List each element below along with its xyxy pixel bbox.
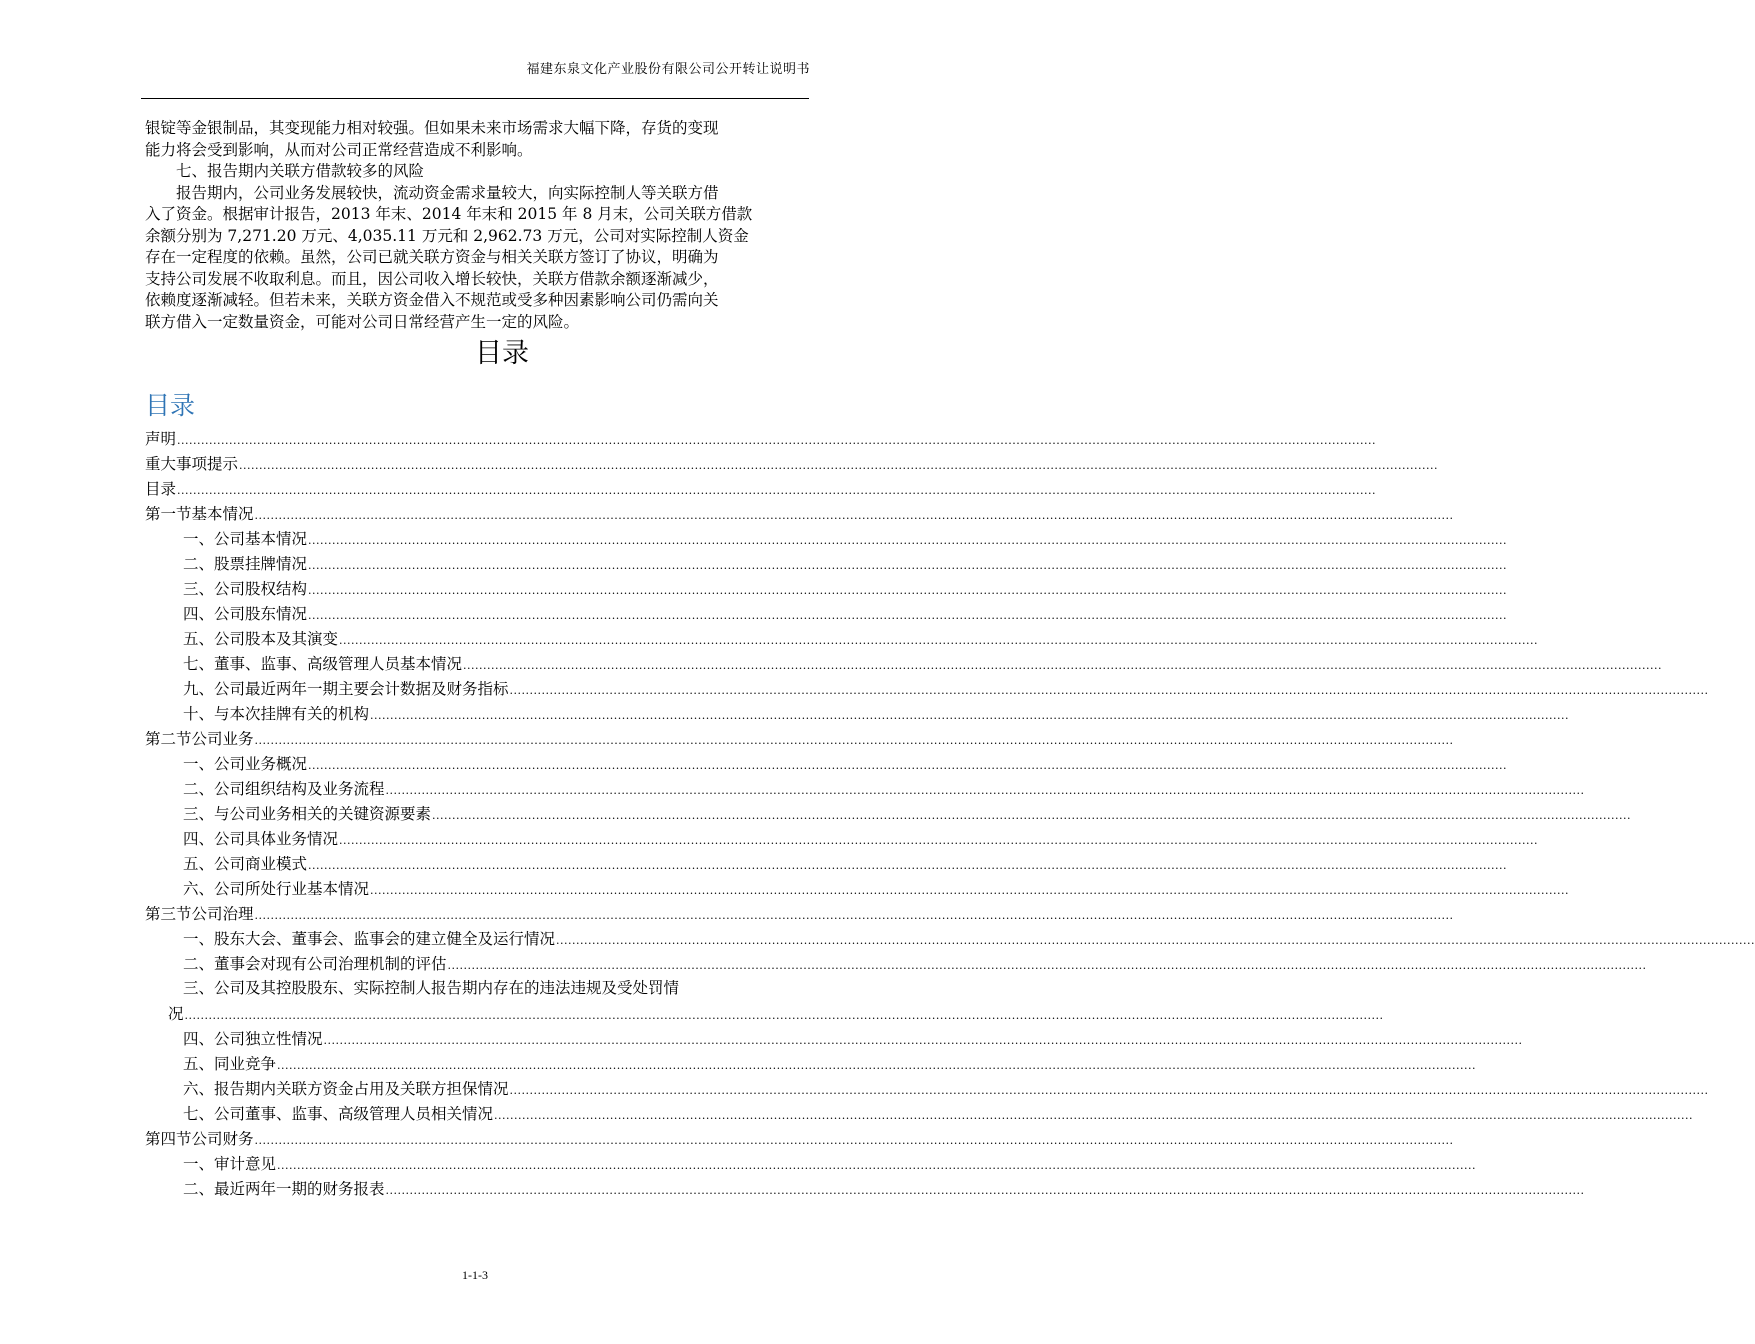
header-divider xyxy=(141,98,809,99)
toc-dot-leader: ............................................................................................................................................................................................................................................................................................................ xyxy=(254,509,1454,522)
toc-dot-leader: ............................................................................................................................................................................................................................................................................................................ xyxy=(239,459,1438,472)
toc-entry[interactable] xyxy=(145,1049,1476,1074)
toc-dot-leader: ............................................................................................................................................................................................................................................................................................................ xyxy=(385,1184,1585,1197)
toc-entry-label: 一、股东大会、董事会、监事会的建立健全及运行情况 xyxy=(183,930,556,948)
paragraph-line: 联方借入一定数量资金，可能对公司日常经营产生一定的风险。 xyxy=(145,312,580,331)
toc-entry[interactable] xyxy=(145,424,1376,449)
toc-entry[interactable] xyxy=(145,1149,1476,1174)
toc-entry-label: 第三节公司治理 xyxy=(145,905,254,923)
toc-dot-leader: ............................................................................................................................................................................................................................................................................................................ xyxy=(370,709,1569,722)
page-number: 1-1-3 xyxy=(462,1268,488,1282)
toc-dot-leader: ............................................................................................................................................................................................................................................................................................................ xyxy=(254,734,1454,747)
toc-dot-leader: ............................................................................................................................................................................................................................................................................................................ xyxy=(339,634,1538,647)
toc-dot-leader: ............................................................................................................................................................................................................................................................................................................ xyxy=(323,1034,1523,1047)
document-header-title: 福建东泉文化产业股份有限公司公开转让说明书 xyxy=(526,62,810,77)
toc-dot-leader: ............................................................................................................................................................................................................................................................................................................ xyxy=(370,884,1569,897)
toc-entry[interactable] xyxy=(145,1174,1585,1199)
toc-entry[interactable] xyxy=(145,774,1585,799)
toc-title: 目录 xyxy=(475,338,529,369)
toc-entry-label: 一、公司业务概况 xyxy=(183,755,308,773)
paragraph-line: 入了资金。根据审计报告，2013 年末、2014 年末和 2015 年 8 月末，公司关联方借款 xyxy=(145,205,753,223)
toc-entry-label: 二、股票挂牌情况 xyxy=(183,555,308,573)
section-heading: 七、报告期内关联方借款较多的风险 xyxy=(176,162,425,180)
toc-dot-leader: ............................................................................................................................................................................................................................................................................................................ xyxy=(177,484,1376,497)
toc-entry-label: 重大事项提示 xyxy=(145,455,239,473)
paragraph-line: 支持公司发展不收取利息。而且，因公司收入增长较快，关联方借款余额逐渐减少， xyxy=(145,269,719,288)
toc-entry-label: 第二节公司业务 xyxy=(145,730,254,748)
toc-entry-label: 一、审计意见 xyxy=(183,1155,277,1173)
toc-entry-label: 目录 xyxy=(145,480,177,498)
toc-entry-label: 四、公司股东情况 xyxy=(183,605,308,623)
toc-entry-label-continued: 况 xyxy=(168,1005,184,1023)
paragraph-line: 存在一定程度的依赖。虽然，公司已就关联方资金与相关关联方签订了协议，明确为 xyxy=(145,248,719,266)
toc-entry[interactable] xyxy=(145,799,1631,824)
paragraph-line: 能力将会受到影响，从而对公司正常经营造成不利影响。 xyxy=(145,140,533,159)
toc-entry-label: 声明 xyxy=(145,430,177,448)
toc-entry[interactable] xyxy=(145,749,1507,774)
toc-entry[interactable] xyxy=(145,849,1507,874)
toc-entry-label: 四、公司具体业务情况 xyxy=(183,830,339,848)
toc-entry-label: 九、公司最近两年一期主要会计数据及财务指标 xyxy=(183,680,509,698)
toc-entry[interactable] xyxy=(145,599,1507,624)
toc-entry[interactable] xyxy=(145,1099,1693,1124)
toc-entry-label: 十、与本次挂牌有关的机构 xyxy=(183,705,370,723)
toc-dot-leader: ............................................................................................................................................................................................................................................................................................................ xyxy=(494,1109,1693,1122)
toc-entry[interactable] xyxy=(145,474,1376,499)
toc-dot-leader: ............................................................................................................................................................................................................................................................................................................ xyxy=(509,1084,1709,1097)
paragraph-line: 余额分别为 7,271.20 万元、4,035.11 万元和 2,962.73 万元，公司对实际控制人资金 xyxy=(145,226,749,245)
toc-entry[interactable] xyxy=(145,449,1438,474)
toc-dot-leader: ............................................................................................................................................................................................................................................................................................................ xyxy=(308,534,1507,547)
toc-entry[interactable] xyxy=(145,974,1384,1024)
toc-entry-label: 三、公司股权结构 xyxy=(183,580,308,598)
toc-entry-label: 二、最近两年一期的财务报表 xyxy=(183,1180,385,1198)
toc-dot-leader: ............................................................................................................................................................................................................................................................................................................ xyxy=(308,609,1507,622)
toc-dot-leader: ............................................................................................................................................................................................................................................................................................................ xyxy=(339,834,1538,847)
toc-dot-leader: ............................................................................................................................................................................................................................................................................................................ xyxy=(184,1009,1384,1022)
toc-entry[interactable] xyxy=(145,499,1454,524)
toc-dot-leader: ............................................................................................................................................................................................................................................................................................................ xyxy=(385,784,1585,797)
toc-entry[interactable] xyxy=(145,824,1538,849)
toc-heading: 目录 xyxy=(145,391,196,420)
toc-entry-label: 一、公司基本情况 xyxy=(183,530,308,548)
toc-entry-label: 七、董事、监事、高级管理人员基本情况 xyxy=(183,655,463,673)
toc-dot-leader: ............................................................................................................................................................................................................................................................................................................ xyxy=(308,584,1507,597)
toc-entry-label: 六、公司所处行业基本情况 xyxy=(183,880,370,898)
toc-dot-leader: ............................................................................................................................................................................................................................................................................................................ xyxy=(432,809,1631,822)
toc-dot-leader: ............................................................................................................................................................................................................................................................................................................ xyxy=(177,434,1376,447)
toc-entry[interactable] xyxy=(145,874,1569,899)
toc-dot-leader: ............................................................................................................................................................................................................................................................................................................ xyxy=(463,659,1662,672)
toc-entry[interactable] xyxy=(145,574,1507,599)
toc-entry-label: 四、公司独立性情况 xyxy=(183,1030,323,1048)
toc-entry-label: 二、董事会对现有公司治理机制的评估 xyxy=(183,955,447,973)
paragraph-line: 银锭等金银制品，其变现能力相对较强。但如果未来市场需求大幅下降，存货的变现 xyxy=(145,119,719,137)
toc-entry[interactable] xyxy=(145,524,1507,549)
toc-dot-leader: ............................................................................................................................................................................................................................................................................................................ xyxy=(556,934,1755,947)
toc-entry[interactable] xyxy=(145,899,1454,924)
toc-dot-leader: ............................................................................................................................................................................................................................................................................................................ xyxy=(277,1159,1476,1172)
paragraph-line: 依赖度逐渐减轻。但若未来，关联方资金借入不规范或受多种因素影响公司仍需向关 xyxy=(145,291,719,309)
toc-entry[interactable] xyxy=(145,924,1755,949)
toc-dot-leader: ............................................................................................................................................................................................................................................................................................................ xyxy=(447,959,1647,972)
toc-entry[interactable] xyxy=(145,949,1647,974)
toc-dot-leader: ............................................................................................................................................................................................................................................................................................................ xyxy=(254,1134,1454,1147)
toc-entry-label: 五、同业竞争 xyxy=(183,1055,277,1073)
toc-entry-label: 三、与公司业务相关的关键资源要素 xyxy=(183,805,432,823)
toc-entry[interactable] xyxy=(145,724,1454,749)
toc-entry[interactable] xyxy=(145,1024,1523,1049)
toc-dot-leader: ............................................................................................................................................................................................................................................................................................................ xyxy=(277,1059,1476,1072)
toc-entry-label: 五、公司商业模式 xyxy=(183,855,308,873)
toc-entry[interactable] xyxy=(145,1074,1709,1099)
toc-dot-leader: ............................................................................................................................................................................................................................................................................................................ xyxy=(509,684,1709,697)
toc-entry[interactable] xyxy=(145,1124,1454,1149)
paragraph-line: 报告期内，公司业务发展较快，流动资金需求量较大，向实际控制人等关联方借 xyxy=(176,183,719,202)
risk-section-body xyxy=(145,118,853,333)
toc-entry-label: 第一节基本情况 xyxy=(145,505,254,523)
toc-dot-leader: ............................................................................................................................................................................................................................................................................................................ xyxy=(254,909,1454,922)
toc-entry-label: 六、报告期内关联方资金占用及关联方担保情况 xyxy=(183,1080,509,1098)
toc-dot-leader: ............................................................................................................................................................................................................................................................................................................ xyxy=(308,559,1507,572)
toc-entry-label: 五、公司股本及其演变 xyxy=(183,630,339,648)
toc-entry[interactable] xyxy=(145,699,1569,724)
toc-entry-label: 七、公司董事、监事、高级管理人员相关情况 xyxy=(183,1105,494,1123)
toc-entry[interactable] xyxy=(145,624,1538,649)
toc-dot-leader: ............................................................................................................................................................................................................................................................................................................ xyxy=(308,859,1507,872)
toc-entry[interactable] xyxy=(145,674,1709,699)
toc-entry-label: 第四节公司财务 xyxy=(145,1130,254,1148)
toc-dot-leader: ............................................................................................................................................................................................................................................................................................................ xyxy=(308,759,1507,772)
toc-entry[interactable] xyxy=(145,549,1507,574)
table-of-contents xyxy=(145,424,1755,1199)
toc-entry[interactable] xyxy=(145,649,1662,674)
toc-entry-label: 三、公司及其控股股东、实际控制人报告期内存在的违法违规及受处罚情 xyxy=(183,979,680,997)
toc-entry-label: 二、公司组织结构及业务流程 xyxy=(183,780,385,798)
